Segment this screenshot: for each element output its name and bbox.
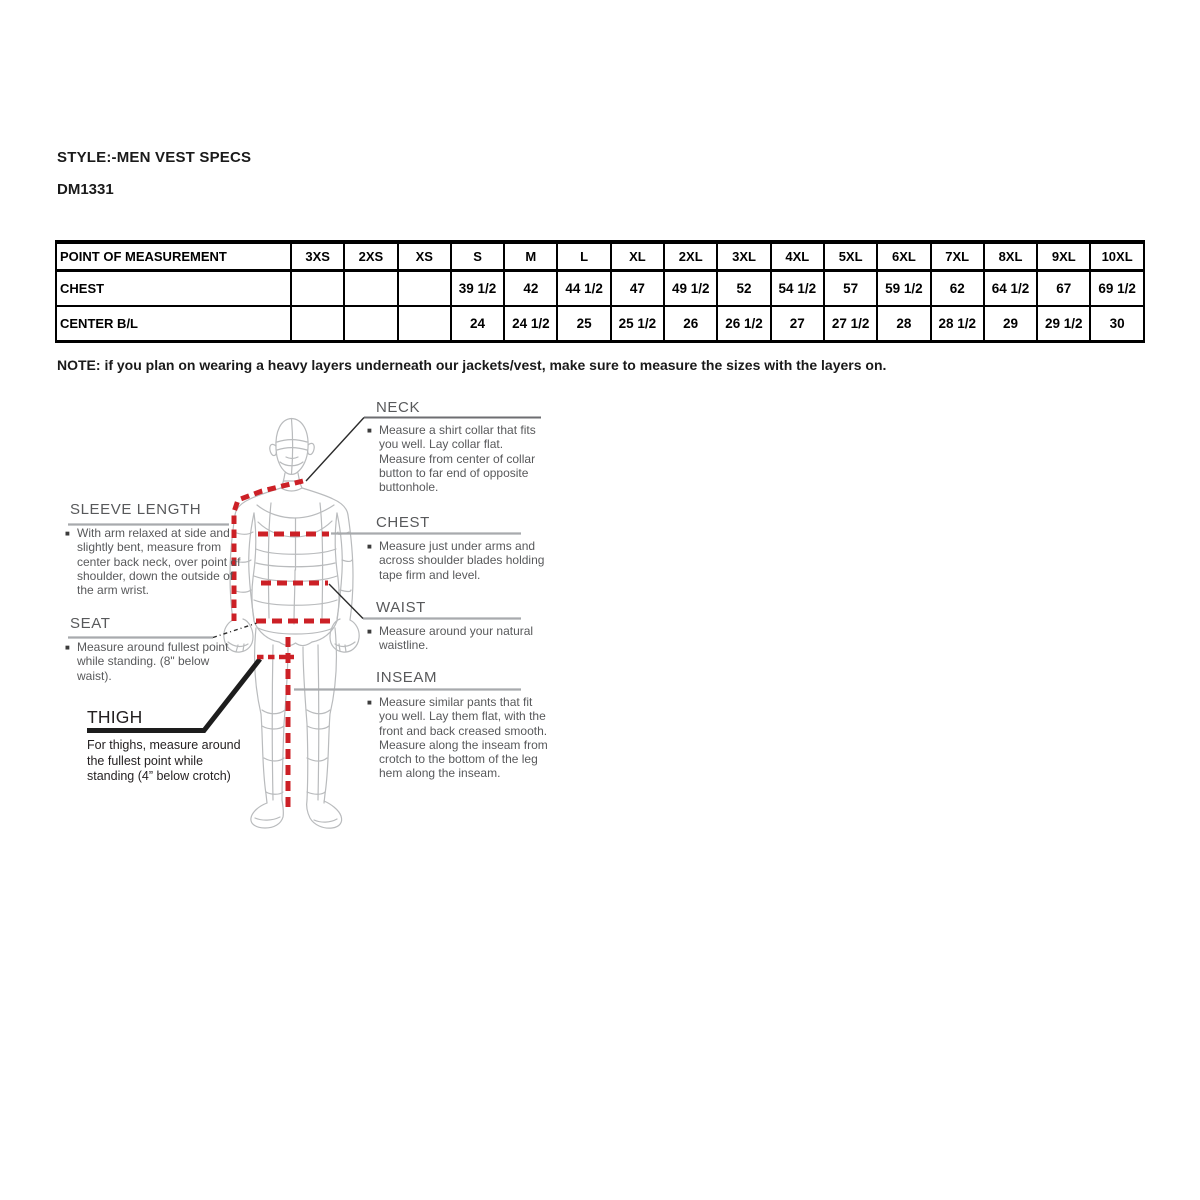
waist-label: WAIST: [376, 599, 426, 616]
bullet-icon: ■: [367, 627, 372, 636]
col-header-8xl: 8XL: [984, 242, 1037, 271]
chest-cell: 67: [1037, 271, 1090, 307]
seat-section: [65, 615, 238, 683]
bullet-icon: ■: [367, 698, 372, 707]
sleeve-length-label: SLEEVE LENGTH: [70, 501, 202, 518]
col-header-7xl: 7XL: [931, 242, 984, 271]
col-header-4xl: 4XL: [771, 242, 824, 271]
bullet-icon: ■: [65, 529, 70, 538]
col-header-xl: XL: [611, 242, 664, 271]
chest-cell: 62: [931, 271, 984, 307]
center-bl-cell: 27 1/2: [824, 306, 877, 342]
chest-label: CHEST: [376, 514, 430, 531]
inseam-section: [364, 669, 548, 781]
center-bl-cell: 26: [664, 306, 717, 342]
col-header-s: S: [451, 242, 504, 271]
neck-label: NECK: [376, 399, 421, 416]
bullet-icon: ■: [367, 426, 372, 435]
waist-section: [364, 599, 542, 653]
inseam-description: ■ Measure similar pants that fit you well. Lay them flat, with the front and back creased smooth. Measure along the inseam from crotch to the bottom of the leg hem along the inseam.: [367, 695, 548, 781]
chest-cell: 42: [504, 271, 557, 307]
neck-description: ■ Measure a shirt collar that fits you well. Lay collar flat. Measure from center of collar button to far end of opposite buttonhole.: [367, 423, 536, 495]
bullet-icon: ■: [367, 542, 372, 551]
col-header-6xl: 6XL: [877, 242, 930, 271]
center-bl-cell: [291, 306, 344, 342]
center-bl-cell: 28 1/2: [931, 306, 984, 342]
seat-description: ■ Measure around fullest point while standing. (8" below waist).: [65, 640, 229, 683]
center-bl-cell: 29 1/2: [1037, 306, 1090, 342]
neck-section: [364, 399, 542, 494]
waist-description: ■ Measure around your natural waistline.: [367, 624, 534, 653]
col-header-m: M: [504, 242, 557, 271]
center-bl-cell: 26 1/2: [717, 306, 770, 342]
chest-description: ■ Measure just under arms and across shoulder blades holding tape firm and level.: [367, 539, 545, 582]
center-bl-cell: 25 1/2: [611, 306, 664, 342]
style-title: STYLE:-MEN VEST SPECS: [57, 149, 252, 166]
chest-cell: 69 1/2: [1090, 271, 1143, 307]
table-row-center-bl: [56, 306, 1144, 342]
center-bl-cell: 25: [557, 306, 610, 342]
style-code: DM1331: [57, 181, 114, 198]
inseam-label: INSEAM: [376, 669, 438, 686]
col-header-3xl: 3XL: [717, 242, 770, 271]
col-header-10xl: 10XL: [1090, 242, 1143, 271]
layers-note: NOTE: if you plan on wearing a heavy layers underneath our jackets/vest, make sure to measure the sizes with the layers on.: [57, 357, 887, 373]
chest-cell: 64 1/2: [984, 271, 1037, 307]
thigh-description: For thighs, measure around the fullest point while standing (4” below crotch): [87, 738, 241, 783]
row-label-center-bl: CENTER B/L: [56, 306, 291, 342]
chest-cell: [398, 271, 451, 307]
sleeve-length-description: ■ With arm relaxed at side and slightly bent, measure from center back neck, over point of shoulder, down the outside of the arm wrist.: [65, 526, 241, 598]
center-bl-cell: 28: [877, 306, 930, 342]
col-header-3xs: 3XS: [291, 242, 344, 271]
neck-pointer-line: [306, 418, 364, 482]
center-bl-cell: 24 1/2: [504, 306, 557, 342]
col-header-point-of-measurement: POINT OF MEASUREMENT: [56, 242, 291, 271]
chest-cell: [344, 271, 397, 307]
col-header-9xl: 9XL: [1037, 242, 1090, 271]
chest-cell: [291, 271, 344, 307]
col-header-2xs: 2XS: [344, 242, 397, 271]
center-bl-cell: 30: [1090, 306, 1143, 342]
size-chart-header-row: [56, 242, 1144, 271]
thigh-section: [87, 707, 247, 785]
col-header-xs: XS: [398, 242, 451, 271]
chest-cell: 44 1/2: [557, 271, 610, 307]
center-bl-cell: 29: [984, 306, 1037, 342]
table-row-chest: [56, 271, 1144, 307]
center-bl-cell: [398, 306, 451, 342]
sleeve-length-section: [65, 501, 248, 598]
col-header-l: L: [557, 242, 610, 271]
center-bl-cell: 27: [771, 306, 824, 342]
chest-cell: 47: [611, 271, 664, 307]
seat-label: SEAT: [70, 615, 111, 632]
chest-cell: 57: [824, 271, 877, 307]
chest-cell: 52: [717, 271, 770, 307]
thigh-label: THIGH: [87, 707, 143, 727]
chest-cell: 39 1/2: [451, 271, 504, 307]
chest-cell: 59 1/2: [877, 271, 930, 307]
row-label-chest: CHEST: [56, 271, 291, 307]
size-chart-table: [55, 240, 1145, 343]
bullet-icon: ■: [65, 643, 70, 652]
col-header-2xl: 2XL: [664, 242, 717, 271]
chest-cell: 49 1/2: [664, 271, 717, 307]
chest-section: [364, 514, 545, 582]
col-header-5xl: 5XL: [824, 242, 877, 271]
chest-cell: 54 1/2: [771, 271, 824, 307]
center-bl-cell: 24: [451, 306, 504, 342]
center-bl-cell: [344, 306, 397, 342]
